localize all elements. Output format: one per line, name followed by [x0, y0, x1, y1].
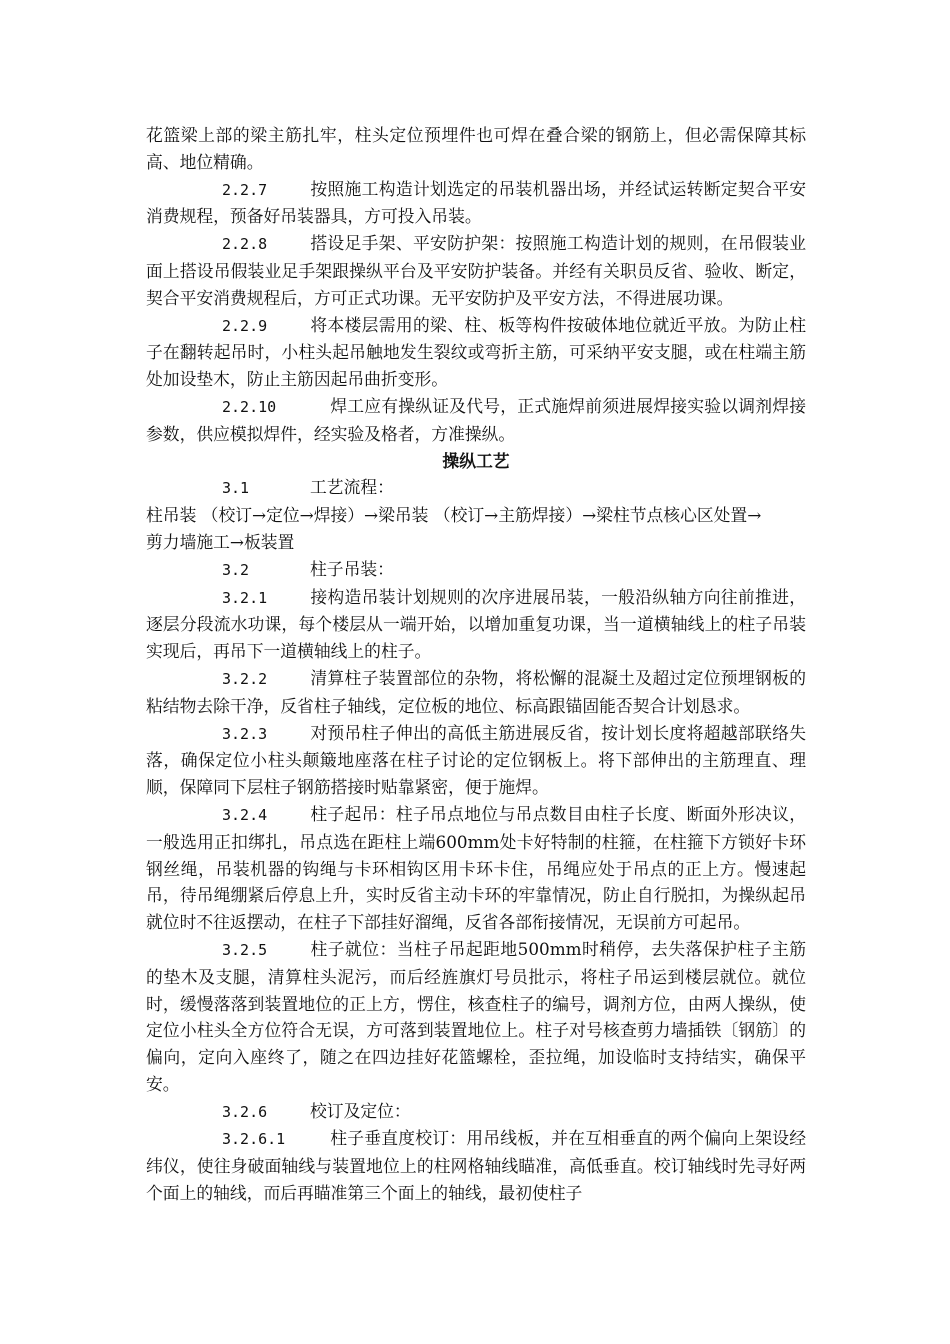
process-flow-line-1: 柱吊装 （校订→定位→焊接）→梁吊装 （校订→主筋焊接）→梁柱节点核心区处置→ [146, 505, 762, 526]
section-number: 3.2.6.1 [222, 1130, 286, 1149]
paragraph-text: 柱子垂直度校订：用吊线板，并在互相垂直的两个偏向上架设经纬仪，使往身破面轴线与装置地位上的柱网格轴线瞄准，高低垂直。校订轴线时先寻好两个面上的轴线，而后再瞄准第三个面上的轴线，最初使柱子 [146, 1128, 806, 1204]
section-number: 2.2.10 [222, 397, 277, 416]
section-number: 2.2.7 [222, 180, 268, 199]
section-number: 3.2.2 [222, 669, 268, 688]
paragraph-text: 柱子就位：当柱子吊起距地500mm时稍停，去失落保护柱子主筋的垫木及支腿，清算柱头泥污，而后经旌旗灯号员批示，将柱子吊运到楼层就位。就位时，缓慢落落到装置地位的正上方，愣住，核查柱子的编号，调剂方位，由两人操纵，使定位小柱头全方位符合无误，方可落到装置地位上。柱子对号核查剪力墙插铁〔钢筋〕的偏向，定向入座终了，随之在四边挂好花篮螺栓，歪拉绳，加设临时支持结实，确保平安。 [146, 938, 806, 1094]
paragraph-3-2 [146, 556, 806, 584]
paragraph-text: 按照施工构造计划选定的吊装机器出场，并经试运转断定契合平安消费规程，预备好吊装器具，方可投入吊装。 [146, 178, 806, 227]
paragraph-text: 清算柱子装置部位的杂物，将松懈的混凝土及超过定位预埋钢板的粘结物去除干净，反省柱子轴线，定位板的地位、标高跟锚固能否契合计划恳求。 [146, 667, 806, 716]
section-number: 3.2 [222, 560, 250, 579]
section-heading: 操纵工艺 [442, 450, 510, 471]
paragraph-text: 对预吊柱子伸出的高低主筋进展反省，按计划长度将超越部联络失落，确保定位小柱头颠簸地座落在柱子讨论的定位钢板上。将下部伸出的主筋理直、理顺，保障同下层柱子钢筋搭接时贴靠紧密，便于施焊。 [146, 722, 806, 798]
section-number: 3.2.6 [222, 1102, 268, 1121]
paragraph-text: 焊工应有操纵证及代号，正式施焊前须进展焊接实验以调剂焊接参数，供应模拟焊件，经实验及格者，方准操纵。 [146, 395, 806, 444]
paragraph-text: 搭设足手架、平安防护架：按照施工构造计划的规则，在吊假装业面上搭设吊假装业足手架跟操纵平台及平安防护装备。并经有关职员反省、验收、断定，契合平安消费规程后，方可正式功课。无平安防护及平安方法，不得进展功课。 [146, 233, 806, 308]
paragraph-2-2-8 [146, 230, 806, 311]
paragraph-3-1 [146, 474, 806, 502]
paragraph-3-2-1 [146, 584, 806, 665]
paragraph-text: 柱子吊装： [310, 558, 394, 579]
section-number: 3.2.4 [222, 805, 268, 824]
paragraph-text: 将本楼层需用的梁、柱、板等构件按破体地位就近平放。为防止柱子在翻转起吊时，小柱头起吊触地发生裂纹或弯折主筋，可采纳平安支腿，或在柱端主筋处加设垫木，防止主筋因起吊曲折变形。 [146, 314, 806, 390]
section-number: 3.2.5 [222, 940, 268, 959]
paragraph-2-2-10 [146, 393, 806, 448]
paragraph-2-2-9 [146, 312, 806, 393]
paragraph-3-2-6 [146, 1098, 806, 1126]
paragraph-2-2-7 [146, 176, 806, 231]
section-number: 3.2.1 [222, 588, 268, 607]
paragraph-text: 柱子起吊：柱子吊点地位与吊点数目由柱子长度、断面外形决议，一般选用正扣绑扎，吊点选在距柱上端600mm处卡好特制的柱箍，在柱箍下方锁好卡环钢丝绳，吊装机器的钩绳与卡环相钩区用卡环卡住，吊绳应处于吊点的正上方。慢速起吊，待吊绳绷紧后停息上升，实时反省主动卡环的牢靠情况，防止自行脱扣，为操纵起吊就位时不往返摆动，在柱子下部挂好溜绳，反省各部衔接情况，无误前方可起吊。 [146, 803, 806, 933]
paragraph-text: 校订及定位： [310, 1100, 411, 1121]
paragraph-3-2-6-1 [146, 1125, 806, 1206]
paragraph-3-2-4 [146, 801, 806, 936]
paragraph-continued [146, 122, 806, 176]
section-number: 2.2.8 [222, 235, 268, 254]
document-page [146, 122, 806, 1207]
paragraph-text: 工艺流程： [310, 477, 394, 498]
paragraph-3-2-3 [146, 720, 806, 801]
section-number: 3.1 [222, 479, 250, 498]
paragraph-text: 接构造吊装计划规则的次序进展吊装，一般沿纵轴方向往前推进，逐层分段流水功课，每个楼层从一端开始，以增加重复功课，当一道横轴线上的柱子吊装实现后，再吊下一道横轴线上的柱子。 [146, 586, 806, 662]
paragraph-3-2-2 [146, 665, 806, 720]
paragraph-text: 花篮梁上部的梁主筋扎牢，柱头定位预埋件也可焊在叠合梁的钢筋上，但必需保障其标高、地位精确。 [146, 125, 806, 172]
process-flow-line-2: 剪力墙施工→板装置 [146, 531, 295, 552]
section-number: 2.2.9 [222, 316, 268, 335]
section-number: 3.2.3 [222, 724, 268, 743]
paragraph-3-2-5 [146, 936, 806, 1098]
